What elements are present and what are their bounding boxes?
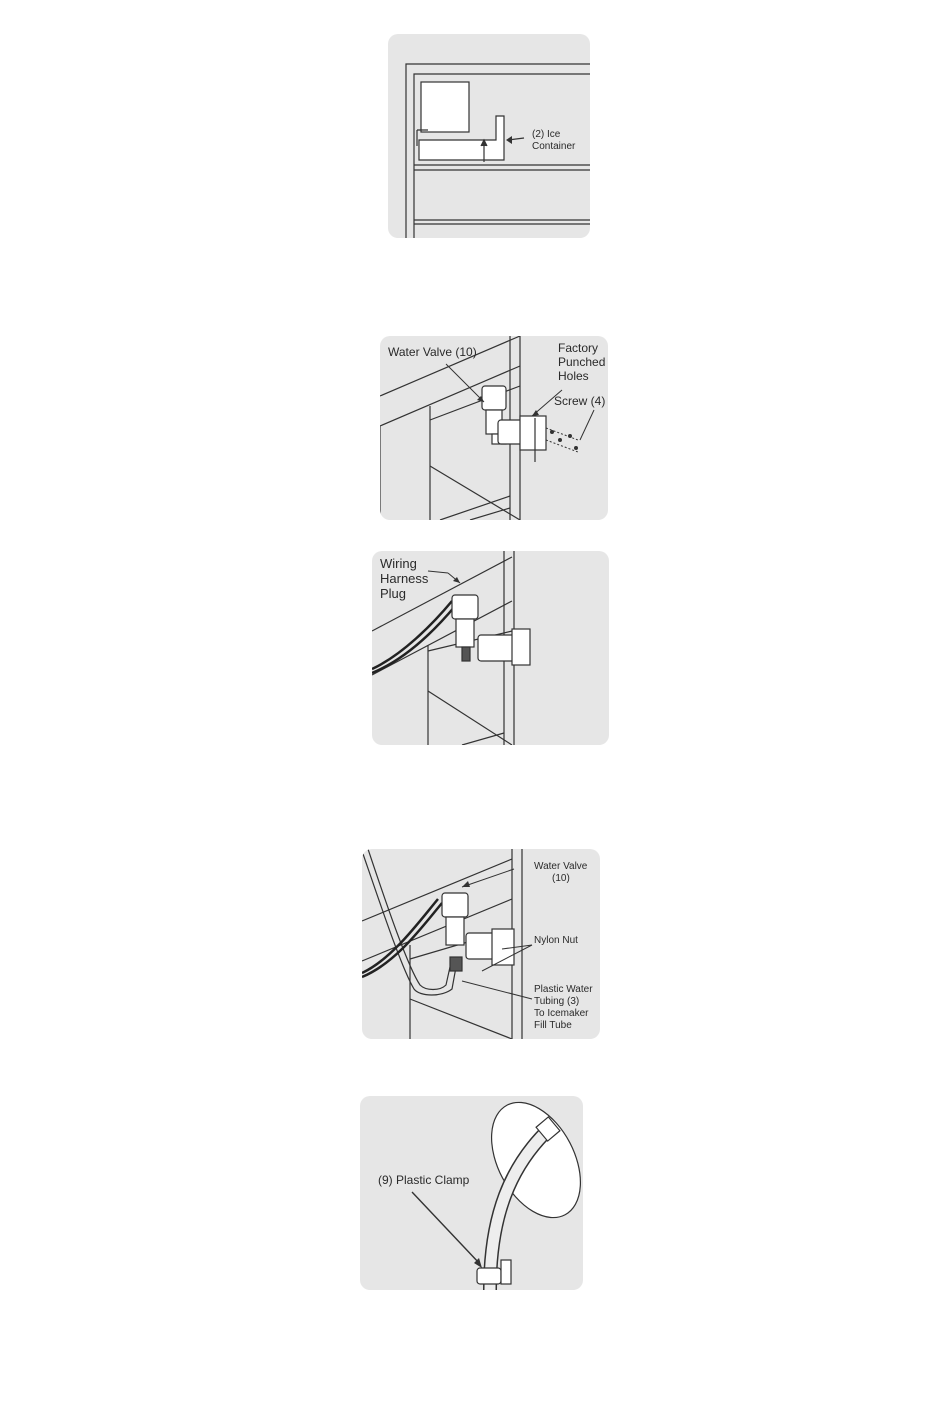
water-valve-label-2: (10): [552, 873, 570, 884]
plastic-clamp-label: (9) Plastic Clamp: [378, 1173, 470, 1187]
fill-tube-label: Fill Tube: [534, 1020, 572, 1031]
figure-tubing-connection: [362, 849, 600, 1039]
nylon-nut-label: Nylon Nut: [534, 935, 578, 946]
water-valve-label-1: Water Valve: [534, 861, 588, 872]
figure-wiring-harness: [372, 551, 609, 745]
screw-label: Screw (4): [554, 394, 606, 408]
figure-water-valve-mount: [380, 336, 608, 520]
holes-label: Holes: [558, 369, 589, 383]
water-valve-label: Water Valve (10): [388, 345, 477, 359]
figure-plastic-clamp: [360, 1096, 583, 1290]
factory-label: Factory: [558, 341, 599, 355]
punched-label: Punched: [558, 355, 606, 369]
figure-ice-container: [388, 34, 590, 238]
ice-container-label-1: (2) Ice: [532, 129, 561, 140]
ice-container-label-2: Container: [532, 141, 576, 152]
tubing-label: Tubing (3): [534, 996, 580, 1007]
plastic-water-label: Plastic Water: [534, 984, 593, 995]
plug-label: Plug: [380, 586, 407, 601]
wiring-label: Wiring: [380, 556, 417, 571]
harness-label: Harness: [380, 571, 429, 586]
to-icemaker-label: To Icemaker: [534, 1008, 589, 1019]
